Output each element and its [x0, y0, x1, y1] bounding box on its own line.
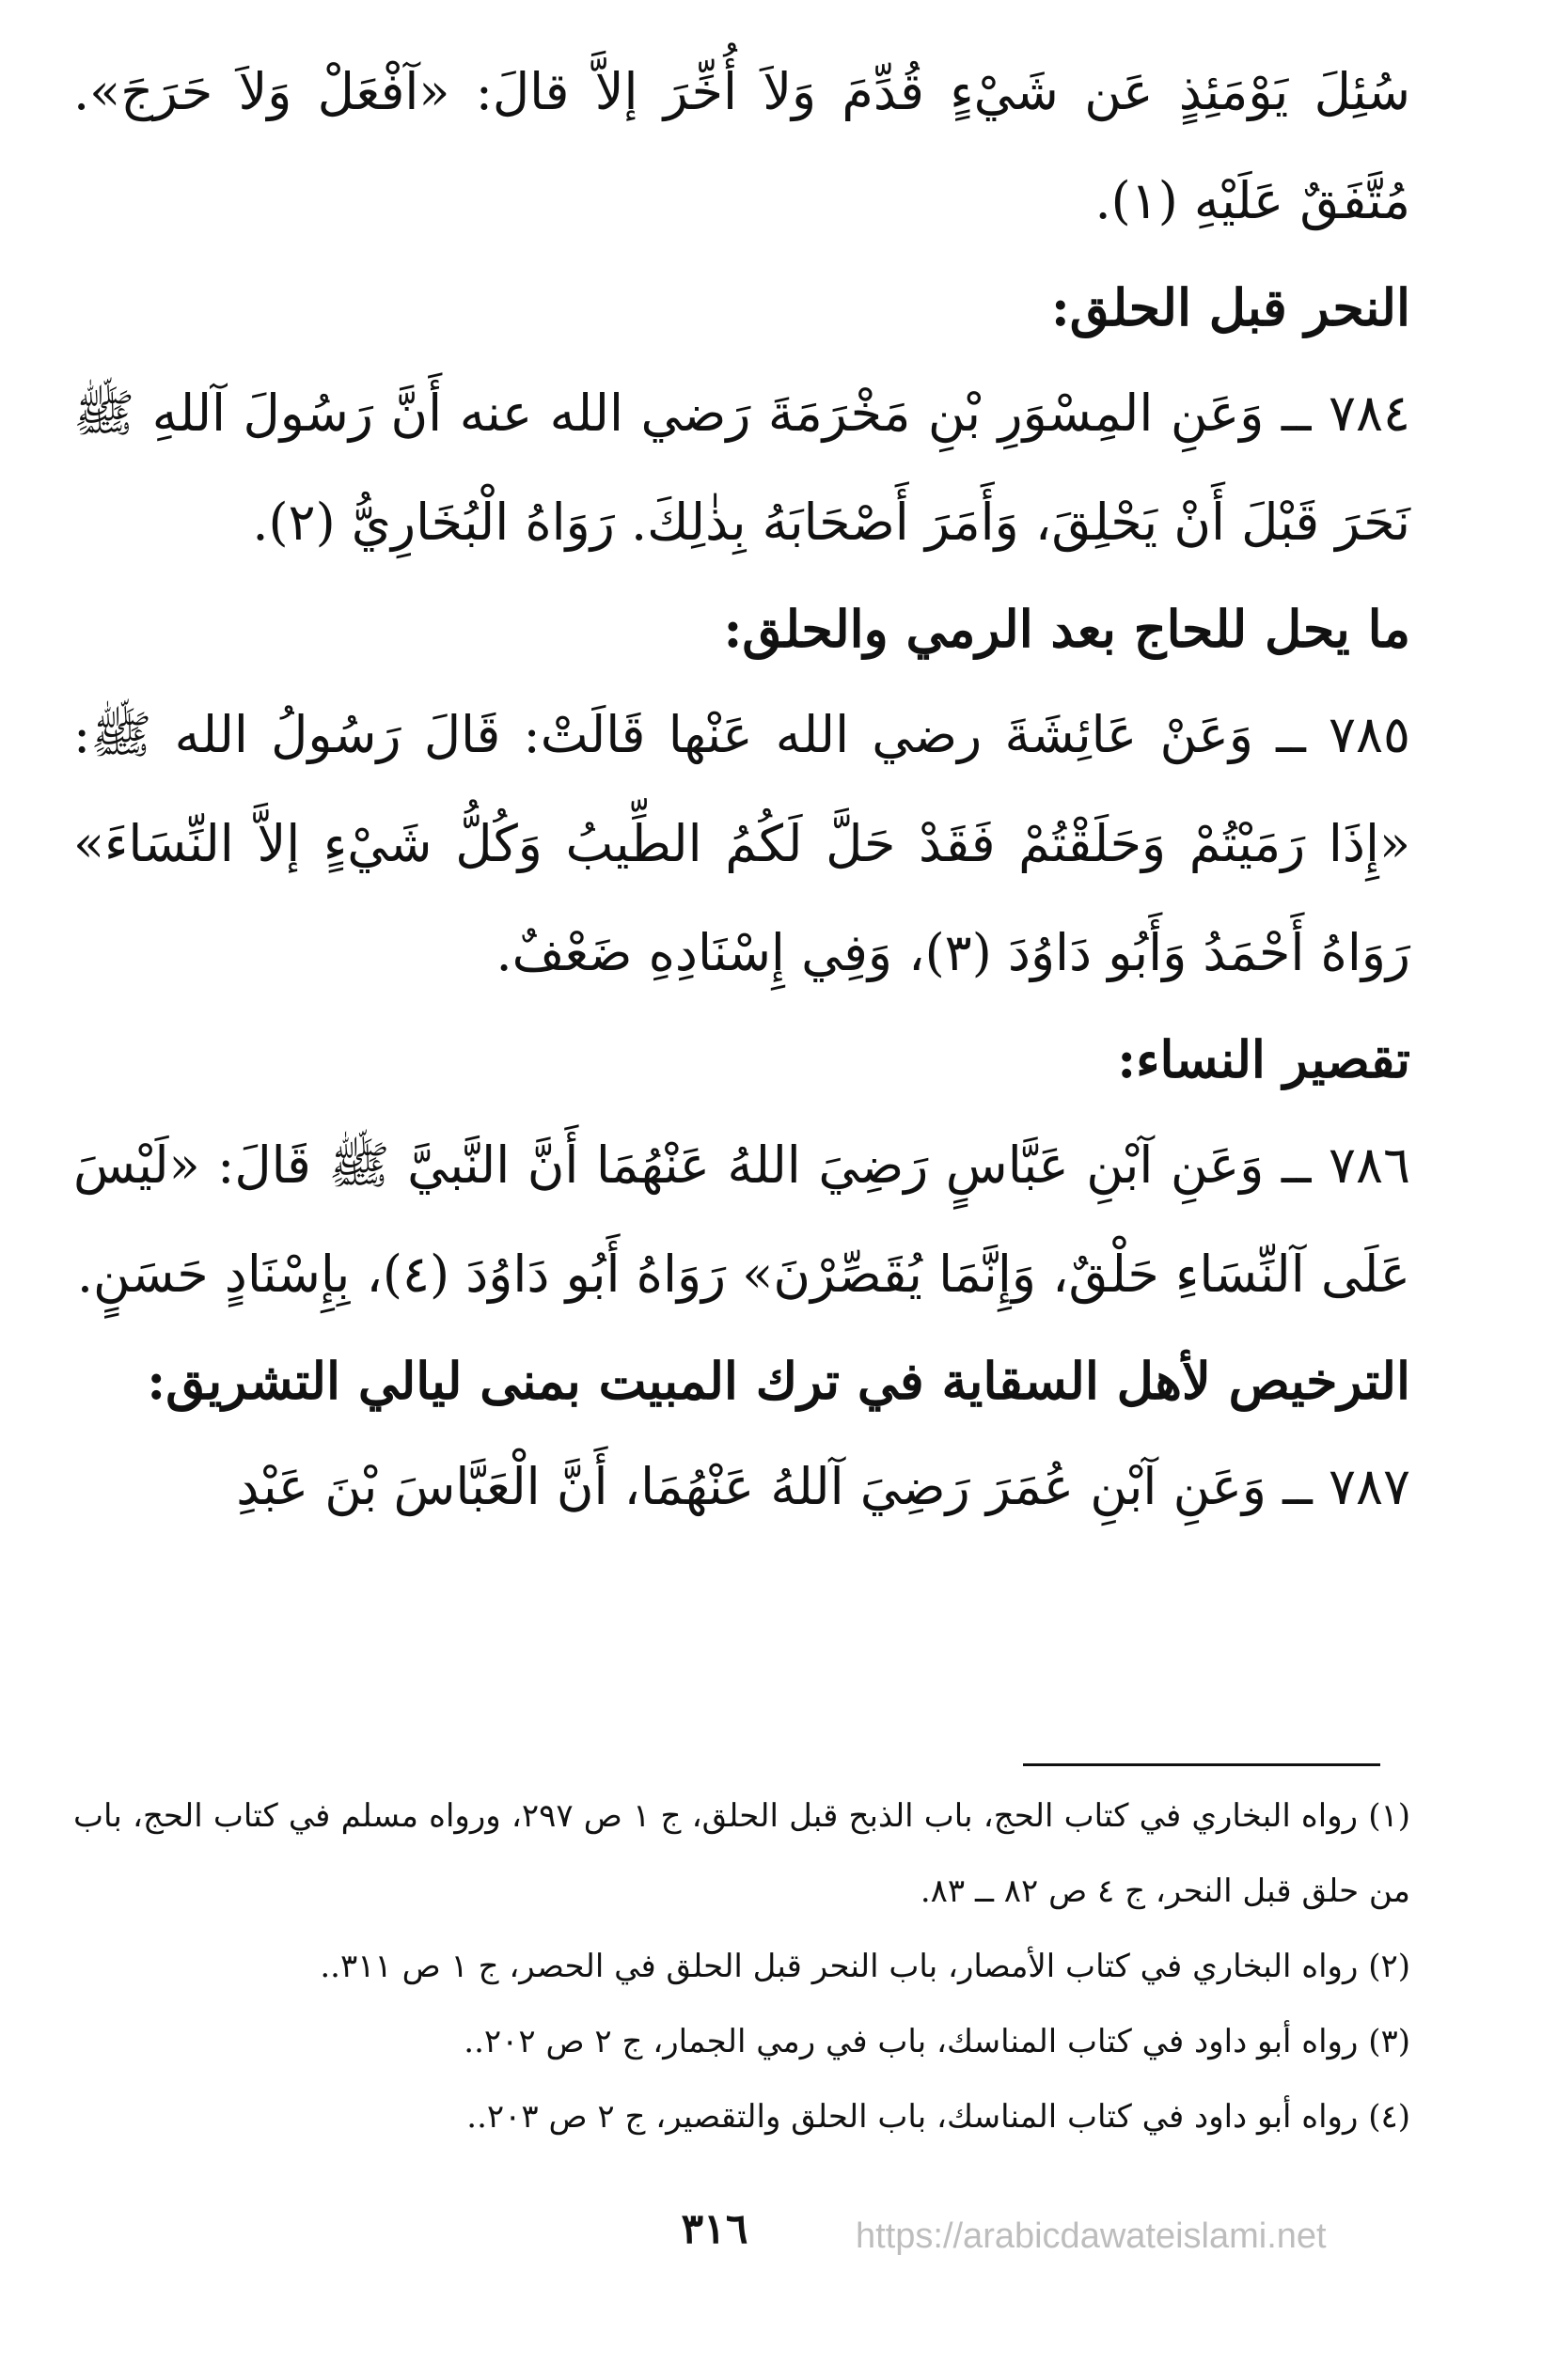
text-paragraph: سُئِلَ يَوْمَئِذٍ عَن شَيْءٍ قُدِّمَ وَلاَ أُخِّرَ إلاَّ قالَ: «آفْعَلْ وَلاَ حَرَجَ». مُتَّفَقٌ عَلَيْهِ (١). — [73, 62, 1410, 230]
main-text — [73, 38, 1410, 1542]
hadith-paragraph: ٧٨٥ ــ وَعَنْ عَائِشَةَ رضي الله عَنْها قَالَتْ: قَالَ رَسُولُ الله ﷺ: «إِذَا رَمَيْتُمْ وَحَلَقْتُمْ فَقَدْ حَلَّ لَكُمُ الطِّيبُ وَكُلُّ شَيْءٍ إلاَّ النِّسَاءَ» رَوَاهُ أَحْمَدُ وَأَبُو دَاوُدَ (٣)، وَفِي إِسْنَادِهِ ضَعْفٌ. — [73, 705, 1410, 982]
section-heading: النحر قبل الحلق: — [1050, 277, 1410, 337]
watermark-url: https://arabicdawateislami.net — [856, 2216, 1327, 2256]
footnote-divider — [1023, 1763, 1380, 1766]
hadith-paragraph: ٧٨٦ ــ وَعَنِ آبْنِ عَبَّاسٍ رَضِيَ اللهُ عَنْهُمَا أَنَّ النَّبيَّ ﷺ قَالَ: «لَيْسَ عَلَى آلنِّسَاءِ حَلْقٌ، وَإِنَّمَا يُقَصِّرْنَ» رَوَاهُ أَبُو دَاوُدَ (٤)، بِإِسْنَادٍ حَسَنٍ. — [73, 1135, 1410, 1304]
section-heading: تقصير النساء: — [1117, 1029, 1410, 1089]
footnote: (١) رواه البخاري في كتاب الحج، باب الذبح قبل الحلق، ج ١ ص ٢٩٧، ورواه مسلم في كتاب الحج، باب من حلق قبل النحر، ج ٤ ص ٨٢ ــ ٨٣. — [73, 1797, 1410, 1910]
footnote: (٤) رواه أبو داود في كتاب المناسك، باب الحلق والتقصير، ج ٢ ص ٢٠٣.. — [466, 2098, 1410, 2136]
hadith-paragraph: ٧٨٧ ــ وَعَنِ آبْنِ عُمَرَ رَضِيَ آللهُ عَنْهُمَا، أَنَّ الْعَبَّاسَ بْنَ عَبْدِ — [236, 1457, 1410, 1516]
footnote: (٢) رواه البخاري في كتاب الأمصار، باب النحر قبل الحلق في الحصر، ج ١ ص ٣١١.. — [320, 1948, 1410, 1985]
footnotes — [73, 1778, 1410, 2154]
section-heading: الترخيص لأهل السقاية في ترك المبيت بمنى ليالي التشريق: — [147, 1351, 1410, 1411]
page-number: ٣١٦ — [681, 2205, 748, 2253]
footnote: (٣) رواه أبو داود في كتاب المناسك، باب في رمي الجمار، ج ٢ ص ٢٠٢.. — [464, 2023, 1410, 2060]
hadith-paragraph: ٧٨٤ ــ وَعَنِ المِسْوَرِ بْنِ مَخْرَمَةَ رَضي الله عنه أَنَّ رَسُولَ آللهِ ﷺ نَحَرَ قَبْلَ أَنْ يَحْلِقَ، وَأَمَرَ أَصْحَابَهُ بِذٰلِكَ. رَوَاهُ الْبُخَارِيُّ (٢). — [73, 384, 1410, 552]
section-heading: ما يحل للحاج بعد الرمي والحلق: — [723, 599, 1410, 659]
